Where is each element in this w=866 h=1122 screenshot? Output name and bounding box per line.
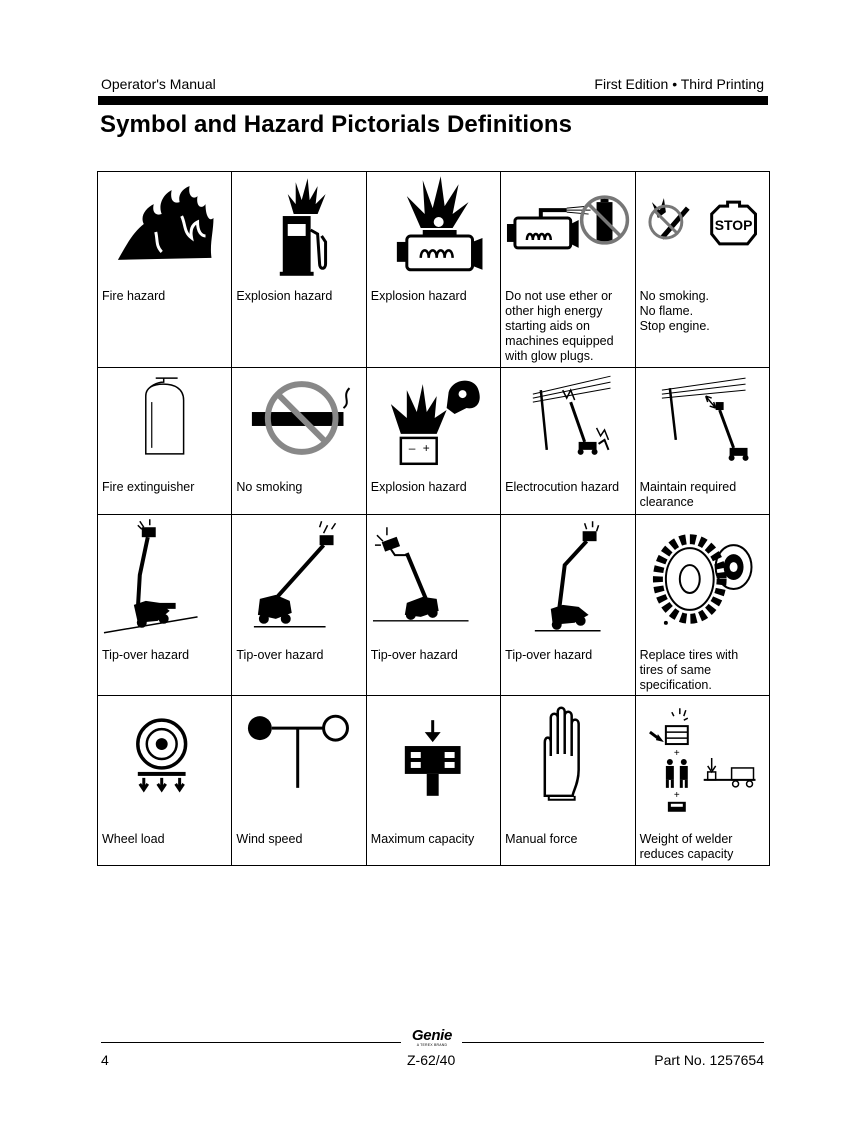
symbol-cell (232, 696, 366, 866)
symbol-caption: Wheel load (102, 832, 165, 846)
symbol-cell (501, 172, 635, 368)
genie-logo (405, 1028, 459, 1047)
symbol-cell (232, 515, 366, 696)
symbol-cell (635, 172, 769, 368)
battery-explosion-icon (367, 368, 500, 468)
header-rule (98, 96, 768, 105)
symbol-cell (501, 696, 635, 866)
symbol-cell (635, 696, 769, 866)
symbol-cell (366, 696, 500, 866)
header-edition: First Edition • Third Printing (594, 76, 764, 92)
symbol-caption: Tip-over hazard (505, 648, 593, 662)
symbol-cell (232, 172, 366, 368)
wind-speed-icon (232, 696, 365, 816)
symbol-cell (232, 368, 366, 515)
engine-explosion-icon (367, 172, 500, 282)
symbol-cell (635, 368, 769, 515)
symbol-caption: Maintain required clearance (639, 480, 737, 509)
welder-weight-icon (636, 696, 769, 816)
symbol-caption: No smoking (236, 480, 303, 494)
symbol-cell (98, 368, 232, 515)
symbol-caption: Manual force (505, 832, 578, 846)
footer-rule-right (462, 1042, 764, 1043)
table-row (98, 696, 770, 866)
fuel-pump-explosion-icon (232, 172, 365, 282)
tire-icon (636, 515, 769, 645)
symbol-cell (98, 696, 232, 866)
clearance-icon (636, 368, 769, 468)
logo-brand: Genie (411, 1027, 453, 1044)
symbol-cell (98, 172, 232, 368)
fire-extinguisher-icon (98, 368, 231, 468)
symbol-caption: Tip-over hazard (236, 648, 324, 662)
symbol-cell (98, 515, 232, 696)
tip-over-slope-icon (98, 515, 231, 645)
symbol-caption: Weight of welder reduces capacity (639, 832, 734, 861)
page-title: Symbol and Hazard Pictorials Definitions (100, 111, 573, 138)
no-smoking-icon (232, 368, 365, 468)
symbol-caption: Maximum capacity (370, 832, 475, 846)
table-row (98, 172, 770, 368)
svg-text:+: + (673, 748, 680, 759)
svg-text:+: + (673, 789, 680, 801)
symbol-cell (366, 368, 500, 515)
svg-text:–: – (408, 440, 416, 455)
symbol-caption: Explosion hazard (370, 480, 467, 494)
part-number: Part No. 1257654 (654, 1052, 764, 1068)
no-ether-spray-icon (501, 172, 634, 282)
logo-tagline: A TEREX BRAND (416, 1043, 448, 1047)
symbol-cell (366, 172, 500, 368)
symbol-cell (501, 368, 635, 515)
symbol-caption: Tip-over hazard (102, 648, 190, 662)
svg-text:STOP: STOP (714, 216, 753, 233)
header-manual-title: Operator's Manual (101, 76, 216, 92)
symbol-cell (501, 515, 635, 696)
tip-over-curb-icon (501, 515, 634, 645)
manual-force-icon (501, 696, 634, 816)
page-number: 4 (101, 1052, 109, 1068)
model-number: Z-62/40 (407, 1052, 456, 1068)
symbol-caption: Tip-over hazard (370, 648, 458, 662)
symbol-cell (635, 515, 769, 696)
tip-over-extended-icon (232, 515, 365, 645)
symbol-caption: Fire hazard (102, 289, 166, 303)
fire-icon (98, 172, 231, 282)
maximum-capacity-icon (367, 696, 500, 816)
symbol-caption: Fire extinguisher (102, 480, 195, 494)
svg-text:+: + (422, 440, 430, 455)
table-row (98, 368, 770, 515)
symbols-table (97, 171, 770, 866)
no-flame-stop-icon (636, 172, 769, 282)
symbol-caption: Do not use ether or other high energy starting aids on machines equipped with glow plugs. (505, 289, 614, 363)
symbol-caption: Explosion hazard (370, 289, 467, 303)
electrocution-icon (501, 368, 634, 468)
wheel-load-icon (98, 696, 231, 816)
table-row (98, 515, 770, 696)
symbol-caption: Electrocution hazard (505, 480, 620, 494)
footer-rule-left (101, 1042, 401, 1043)
symbol-caption: No smoking. No flame. Stop engine. (639, 289, 710, 333)
tip-over-back-icon (367, 515, 500, 645)
symbol-caption: Replace tires with tires of same specification. (639, 648, 739, 692)
symbol-caption: Wind speed (236, 832, 303, 846)
symbol-caption: Explosion hazard (236, 289, 333, 303)
symbol-cell (366, 515, 500, 696)
